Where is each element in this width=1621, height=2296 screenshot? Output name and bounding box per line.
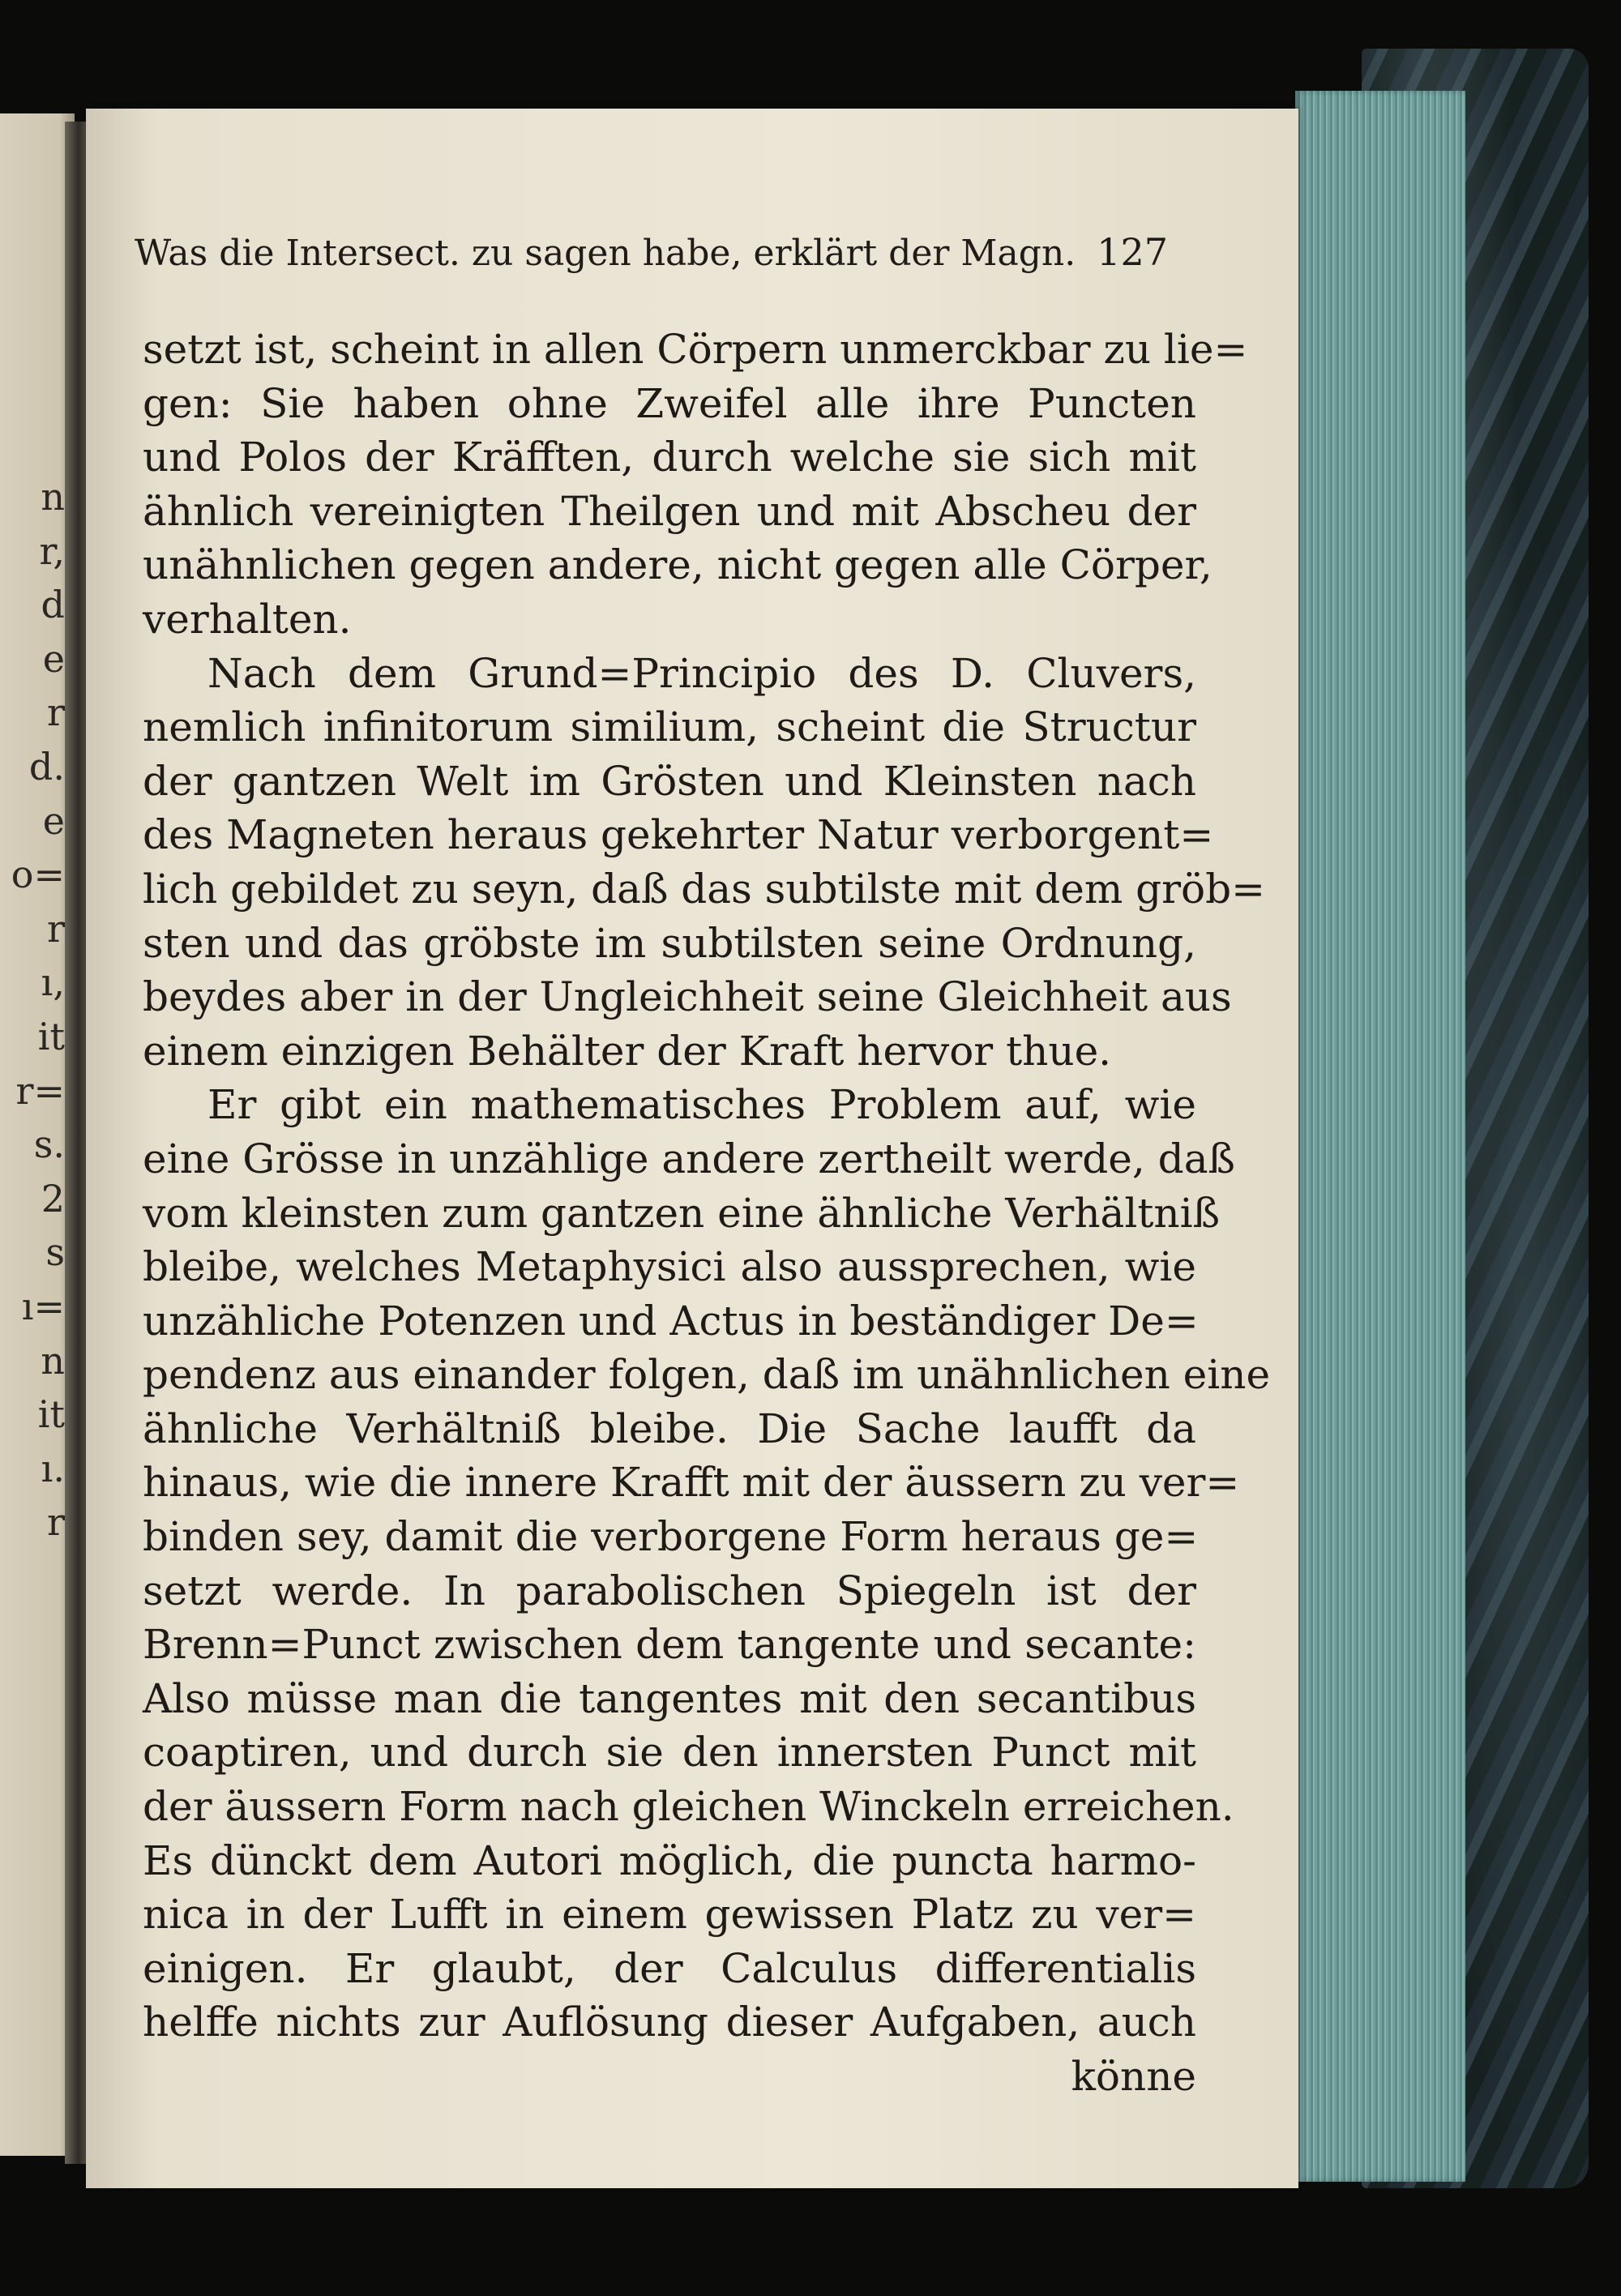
main-page — [86, 109, 1298, 2188]
left-fragment: r= — [15, 1068, 65, 1113]
text-line: der gantzen Welt im Grösten und Kleinsten nach — [143, 757, 1196, 805]
body-text — [143, 323, 1271, 2104]
left-fragment: s. — [33, 1122, 65, 1167]
left-fragment: r — [47, 1500, 65, 1545]
text-line: Nach dem Grund=Principio des D. Cluvers, — [207, 649, 1196, 697]
left-fragment: r — [47, 691, 65, 735]
left-fragment: ı. — [41, 1446, 65, 1490]
text-line: der äussern Form nach gleichen Winckeln erreichen. — [143, 1783, 1234, 1831]
left-fragment: d — [41, 583, 65, 627]
text-line: lich gebildet zu seyn, daß das subtilste mit dem gröb= — [143, 865, 1266, 913]
left-page — [0, 113, 75, 2156]
text-line: beydes aber in der Ungleichheit seine Gleichheit aus — [143, 973, 1232, 1021]
text-line: Es dünckt dem Autori möglich, die puncta harmo- — [143, 1836, 1196, 1884]
left-fragment: n — [41, 1338, 65, 1383]
text-line: bleibe, welches Metaphysici also aussprechen, wie — [143, 1243, 1196, 1291]
text-line: einem einzigen Behälter der Kraft hervor thue. — [143, 1027, 1112, 1075]
text-line: Er gibt ein mathematisches Problem auf, wie — [207, 1081, 1196, 1129]
text-line: sten und das gröbste im subtilsten seine Ordnung, — [143, 919, 1196, 967]
text-line: binden sey, damit die verborgene Form heraus ge= — [143, 1513, 1199, 1561]
text-line: und Polos der Kräfften, durch welche sie sich mit — [143, 434, 1196, 481]
text-line: coaptiren, und durch sie den innersten Punct mit — [143, 1729, 1196, 1777]
text-line: eine Grösse in unzählige andere zertheilt werde, daß — [143, 1135, 1235, 1182]
left-fragment: d. — [28, 744, 65, 789]
text-line: hinaus, wie die innere Krafft mit der äussern zu ver= — [143, 1459, 1240, 1507]
text-line: verhalten. — [143, 595, 352, 643]
text-line: ähnlich vereinigten Theilgen und mit Abscheu der — [143, 487, 1196, 535]
text-line: gen: Sie haben ohne Zweifel alle ihre Puncten — [143, 379, 1196, 427]
left-fragment: 2 — [41, 1176, 65, 1221]
left-fragment: it — [37, 1392, 65, 1437]
text-line: nica in der Lufft in einem gewissen Platz zu ver= — [143, 1891, 1196, 1939]
left-fragment: s — [45, 1230, 65, 1275]
left-page-text-fragments — [0, 470, 65, 1550]
left-fragment: ı= — [21, 1284, 65, 1328]
left-fragment: n — [41, 475, 65, 519]
running-head — [135, 230, 1168, 274]
left-fragment: o= — [11, 853, 65, 897]
text-line: Brenn=Punct zwischen dem tangente und secante: — [143, 1621, 1196, 1669]
left-fragment: it — [37, 1014, 65, 1058]
text-line: setzt werde. In parabolischen Spiegeln ist der — [143, 1567, 1196, 1614]
left-fragment: ı, — [41, 960, 65, 1005]
running-head-title: Was die Intersect. zu sagen habe, erklärt der Magn. — [135, 233, 1076, 274]
text-line: einigen. Er glaubt, der Calculus differentialis — [143, 1944, 1196, 1992]
left-fragment: r, — [39, 528, 65, 573]
left-fragment: r — [47, 906, 65, 951]
text-line: pendenz aus einander folgen, daß im unähnlichen eine — [143, 1351, 1271, 1399]
left-fragment: e — [42, 636, 65, 681]
left-fragment: e — [42, 798, 65, 843]
page-number: 127 — [1097, 230, 1168, 274]
text-line: unähnlichen gegen andere, nicht gegen alle Cörper, — [143, 541, 1213, 589]
page-edges — [1295, 91, 1465, 2182]
text-line: ähnliche Verhältniß bleibe. Die Sache laufft da — [143, 1405, 1196, 1452]
text-line: vom kleinsten zum gantzen eine ähnliche Verhältniß — [143, 1189, 1221, 1237]
text-line: helffe nichts zur Auflösung dieser Aufgaben, auch — [143, 1999, 1196, 2046]
text-line: setzt ist, scheint in allen Cörpern unmerckbar zu lie= — [143, 326, 1248, 373]
text-line: unzähliche Potenzen und Actus in beständiger De= — [143, 1297, 1199, 1345]
catchword: könne — [1071, 2053, 1196, 2100]
text-line: nemlich infinitorum similium, scheint die Structur — [143, 703, 1196, 751]
text-line: Also müsse man die tangentes mit den secantibus — [143, 1674, 1196, 1722]
text-line: des Magneten heraus gekehrter Natur verborgent= — [143, 811, 1214, 859]
